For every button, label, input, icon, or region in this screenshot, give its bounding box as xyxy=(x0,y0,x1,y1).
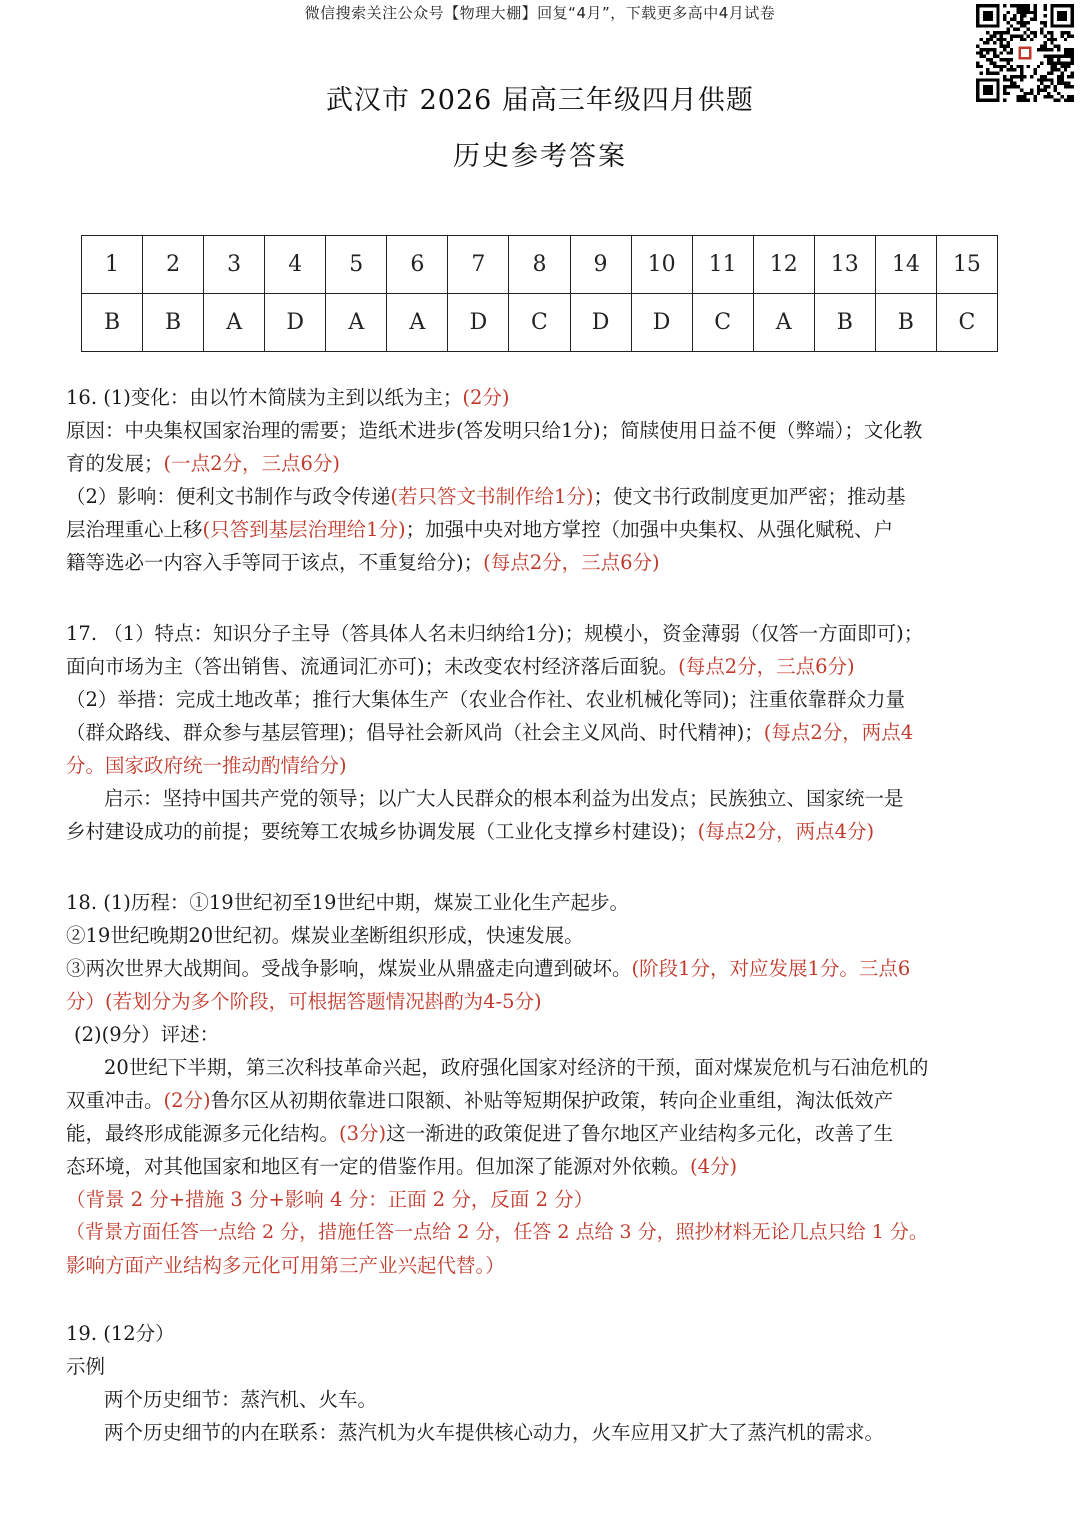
question-19-section xyxy=(66,1317,1026,1449)
answer-cell: B xyxy=(875,294,936,352)
answer-cell: B xyxy=(143,294,204,352)
question-number-cell: 14 xyxy=(875,236,936,294)
answer-text: 态环境，对其他国家和地区有一定的借鉴作用。但加深了能源对外依赖。 xyxy=(66,1155,691,1178)
score-note: (2分) xyxy=(462,386,510,409)
answer-cell: D xyxy=(570,294,631,352)
answer-text: 籍等选必一内容入手等同于该点，不重复给分)； xyxy=(66,551,484,574)
q18-line xyxy=(66,1150,1026,1183)
question-number-cell: 2 xyxy=(143,236,204,294)
answer-cell: D xyxy=(631,294,692,352)
q16-line xyxy=(66,546,1026,579)
answer-text: （2）影响：便利文书制作与政令传递 xyxy=(66,485,391,508)
q16-line xyxy=(66,513,1026,546)
answer-text: （群众路线、群众参与基层管理)；倡导社会新风尚（社会主义风尚、时代精神)； xyxy=(66,721,764,744)
q17-line: 分。国家政府统一推动酌情给分) xyxy=(66,754,347,777)
q18-line xyxy=(66,1117,1026,1150)
question-number-cell: 4 xyxy=(265,236,326,294)
q16-line: 原因：中央集权国家治理的需要；造纸术进步(答发明只给1分)；简牍使用日益不便（弊端）；文化教 xyxy=(66,419,923,442)
q19-line: 两个历史细节的内在联系：蒸汽机为火车提供核心动力，火车应用又扩大了蒸汽机的需求。 xyxy=(104,1421,885,1444)
answer-text: 双重冲击。 xyxy=(66,1089,164,1112)
answer-text: ③两次世界大战期间。受战争影响，煤炭业从鼎盛走向遭到破坏。 xyxy=(66,957,632,980)
question-number-cell: 1 xyxy=(82,236,143,294)
score-note: (每点2分，三点6分) xyxy=(483,551,660,574)
q17-line: （2）举措：完成土地改革；推行大集体生产（农业合作社、农业机械化等同)；注重依靠群众力量 xyxy=(66,688,906,711)
question-number-cell: 8 xyxy=(509,236,570,294)
q17-line: 17. （1）特点：知识分子主导（答具体人名未归纳给1分)；规模小，资金薄弱（仅答一方面即可)； xyxy=(66,622,924,645)
q18-line: 20世纪下半期，第三次科技革命兴起，政府强化国家对经济的干预，面对煤炭危机与石油危机的 xyxy=(104,1056,929,1079)
q18-line: (2)(9分）评述： xyxy=(74,1023,220,1046)
answer-cell: C xyxy=(692,294,753,352)
q18-line xyxy=(66,952,1026,985)
answer-text: 面向市场为主（答出销售、流通词汇亦可)；未改变农村经济落后面貌。 xyxy=(66,655,679,678)
answer-cell: A xyxy=(753,294,814,352)
q18-line: 影响方面产业结构多元化可用第三产业兴起代替。） xyxy=(66,1254,505,1277)
score-note: (每点2分，两点4 xyxy=(763,721,914,744)
question-number-cell: 10 xyxy=(631,236,692,294)
question-16-section xyxy=(66,381,1026,579)
top-banner: 微信搜索关注公众号【物理大棚】回复“4月”，下载更多高中4月试卷 xyxy=(304,4,776,22)
question-number-cell: 5 xyxy=(326,236,387,294)
q18-line: （背景方面任答一点给 2 分，措施任答一点给 2 分，任答 2 点给 3 分，照抄材料无论几点只给 1 分。 xyxy=(66,1221,928,1243)
score-note: (只答到基层治理给1分) xyxy=(202,518,406,541)
score-note: (3分) xyxy=(339,1122,387,1145)
q17-line xyxy=(66,716,1026,749)
question-number-cell: 7 xyxy=(448,236,509,294)
page-subtitle: 历史参考答案 xyxy=(453,141,627,172)
question-number-cell: 12 xyxy=(753,236,814,294)
q19-line: 19. (12分） xyxy=(66,1322,175,1345)
q18-line: （背景 2 分+措施 3 分+影响 4 分：正面 2 分，反面 2 分） xyxy=(66,1188,594,1211)
answer-cell: A xyxy=(387,294,448,352)
answer-cell: C xyxy=(509,294,570,352)
q18-line: 分）(若划分为多个阶段，可根据答题情况斟酌为4-5分) xyxy=(66,990,542,1013)
question-number-cell: 6 xyxy=(387,236,448,294)
answer-text: 能，最终形成能源多元化结构。 xyxy=(66,1122,340,1145)
q18-line xyxy=(66,1084,1026,1117)
q18-line: 18. (1)历程：①19世纪初至19世纪中期，煤炭工业化生产起步。 xyxy=(66,891,629,914)
answer-cell: A xyxy=(204,294,265,352)
score-note: (阶段1分，对应发展1分。三点6 xyxy=(631,957,911,980)
answer-text: ；加强中央对地方掌控（加强中央集权、从强化赋税、户 xyxy=(405,518,894,541)
question-number-cell: 3 xyxy=(204,236,265,294)
answer-text: 鲁尔区从初期依靠进口限额、补贴等短期保护政策，转向企业重组，淘汰低效产 xyxy=(210,1089,894,1112)
answer-text: ；使文书行政制度更加严密；推动基 xyxy=(593,485,906,508)
question-number-cell: 9 xyxy=(570,236,631,294)
answer-cell: D xyxy=(448,294,509,352)
question-number-cell: 11 xyxy=(692,236,753,294)
answer-cell: B xyxy=(82,294,143,352)
q17-line xyxy=(66,815,1026,848)
q17-line: 启示：坚持中国共产党的领导；以广大人民群众的根本利益为出发点；民族独立、国家统一是 xyxy=(104,787,904,810)
q19-line: 示例 xyxy=(66,1355,106,1378)
page-title: 武汉市 2026 届高三年级四月供题 xyxy=(326,85,754,116)
question-number-cell: 15 xyxy=(936,236,997,294)
answer-table-numbers-row xyxy=(82,236,998,294)
answer-cell: C xyxy=(936,294,997,352)
answer-cell: B xyxy=(814,294,875,352)
q18-line: ②19世纪晚期20世纪初。煤炭业垄断组织形成，快速发展。 xyxy=(66,924,584,947)
score-note: (每点2分，两点4分) xyxy=(697,820,875,843)
question-18-section xyxy=(66,886,1026,1282)
score-note: (每点2分，三点6分) xyxy=(678,655,855,678)
q16-line xyxy=(66,381,1026,414)
answer-text: 层治理重心上移 xyxy=(66,518,203,541)
answer-cell: A xyxy=(326,294,387,352)
question-number-cell: 13 xyxy=(814,236,875,294)
q16-line xyxy=(66,447,1026,480)
answer-text: 育的发展； xyxy=(66,452,164,475)
answer-text: 16. (1)变化：由以竹木简牍为主到以纸为主； xyxy=(66,386,463,409)
answer-text: 乡村建设成功的前提；要统筹工农城乡协调发展（工业化支撑乡村建设)； xyxy=(66,820,698,843)
score-note: (4分) xyxy=(690,1155,738,1178)
score-note: (一点2分，三点6分) xyxy=(163,452,341,475)
question-17-section xyxy=(66,617,1026,848)
answer-text: 这一渐进的政策促进了鲁尔地区产业结构多元化，改善了生 xyxy=(386,1122,894,1145)
answer-cell: D xyxy=(265,294,326,352)
q17-line xyxy=(66,650,1026,683)
q19-line: 两个历史细节：蒸汽机、火车。 xyxy=(104,1388,378,1411)
answer-table xyxy=(81,235,998,352)
q16-line xyxy=(66,480,1026,513)
answer-table-answers-row xyxy=(82,294,998,352)
score-note: (若只答文书制作给1分) xyxy=(390,485,594,508)
score-note: (2分) xyxy=(163,1089,211,1112)
